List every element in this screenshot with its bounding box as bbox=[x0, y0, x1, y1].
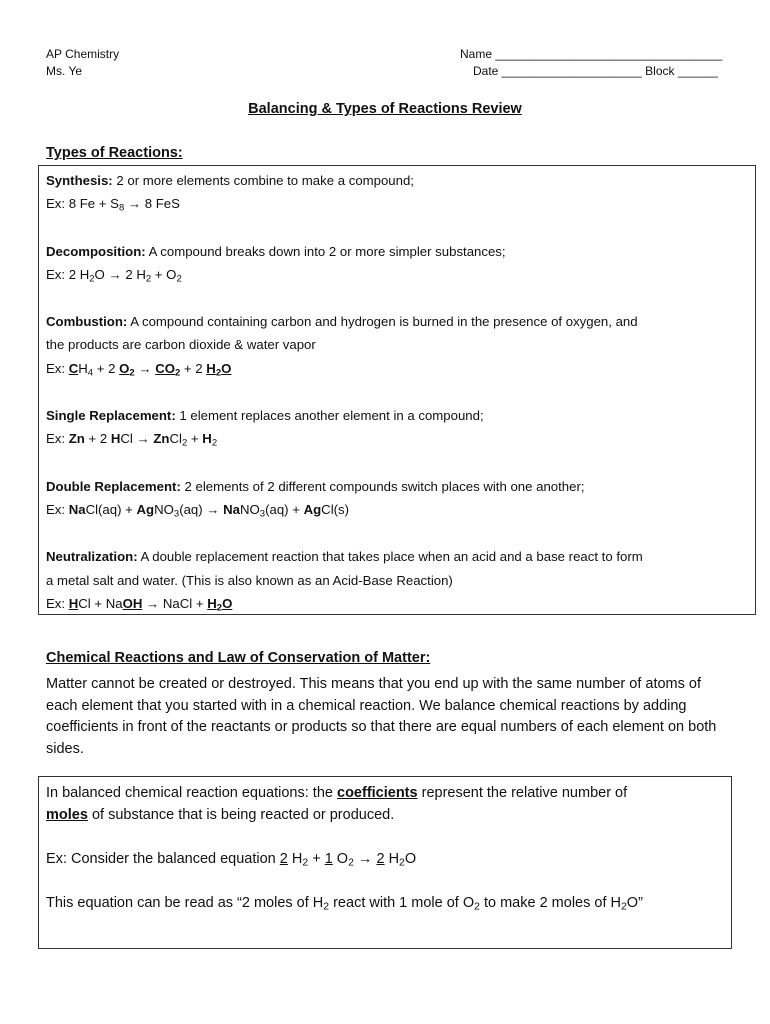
types-heading: Types of Reactions: bbox=[46, 145, 183, 161]
teacher-name: Ms. Ye bbox=[46, 64, 83, 78]
balanced-example: Ex: Consider the balanced equation 2 $H_2 + 1$ $O_2 \to 2$ $H_2O$ bbox=[46, 851, 417, 869]
coefficients-line: In balanced chemical reaction equations: the coefficients represent the relative number of bbox=[46, 785, 628, 801]
synthesis-example: Ex: 8 $Fe + S_8 \to 8$ FeS bbox=[46, 196, 180, 214]
reaction-types-box bbox=[38, 165, 756, 615]
single-replacement-example: Ex: Zn + 2 HCl → ZnCl$_2$ + $H_2$ bbox=[46, 431, 218, 449]
synthesis-definition: Synthesis: 2 or more elements combine to make a compound; bbox=[46, 173, 414, 188]
balanced-equation-box bbox=[38, 776, 732, 949]
course-name: AP Chemistry bbox=[46, 47, 120, 61]
course-info bbox=[46, 46, 119, 80]
neutralization-example: Ex: HCl + NaOH → NaCl + $H_2O$ bbox=[46, 595, 233, 614]
combustion-definition: Combustion: A compound containing carbon and hydrogen is burned in the presence of oxygen, and bbox=[46, 314, 638, 330]
name-field[interactable]: Name __________________________________ bbox=[460, 47, 723, 61]
conservation-heading: Chemical Reactions and Law of Conservation of Matter: bbox=[46, 650, 431, 666]
double-replacement-example: Ex: NaCl(aq) + AgNO$_3$(aq) → NaNO$_3$(aq) + AgCl(s) bbox=[46, 501, 350, 520]
conservation-paragraph: Matter cannot be created or destroyed. This means that you end up with the same number of atoms of each element that you started with in a chemical reaction. We balance chemical reactions by adding coefficients in front of the reactants or products so that there are equal numbers of each element on both sides. bbox=[46, 676, 717, 757]
double-replacement-definition: Double Replacement: 2 elements of 2 different compounds switch places with one another; bbox=[46, 478, 585, 494]
neutralization-definition-cont: a metal salt and water. (This is also known as an Acid-Base Reaction) bbox=[46, 572, 453, 588]
moles-line: moles of substance that is being reacted or produced. bbox=[46, 807, 395, 823]
combustion-example: Ex: $CH_4 + 2$ $O_2 \to CO_2 + 2$ $H_2O$ bbox=[46, 360, 232, 379]
date-block-field[interactable]: Date _____________________ Block ______ bbox=[473, 64, 718, 78]
student-info bbox=[460, 46, 730, 80]
decomposition-example: Ex: 2 $H_2O \to 2$ $H_2 + O_2$ bbox=[46, 266, 182, 285]
combustion-definition-cont: the products are carbon dioxide & water vapor bbox=[46, 337, 316, 353]
neutralization-definition: Neutralization: A double replacement reaction that takes place when an acid and a base react to form bbox=[46, 549, 643, 565]
equation-reading: This equation can be read as “2 moles of $H_2$ react with 1 mole of $O_2$ to make 2 moles of $H_2O$” bbox=[46, 895, 643, 913]
decomposition-definition: Decomposition: A compound breaks down into 2 or more simpler substances; bbox=[46, 243, 506, 259]
single-replacement-definition: Single Replacement: 1 element replaces another element in a compound; bbox=[46, 408, 484, 424]
page-title: Balancing & Types of Reactions Review bbox=[248, 101, 522, 117]
